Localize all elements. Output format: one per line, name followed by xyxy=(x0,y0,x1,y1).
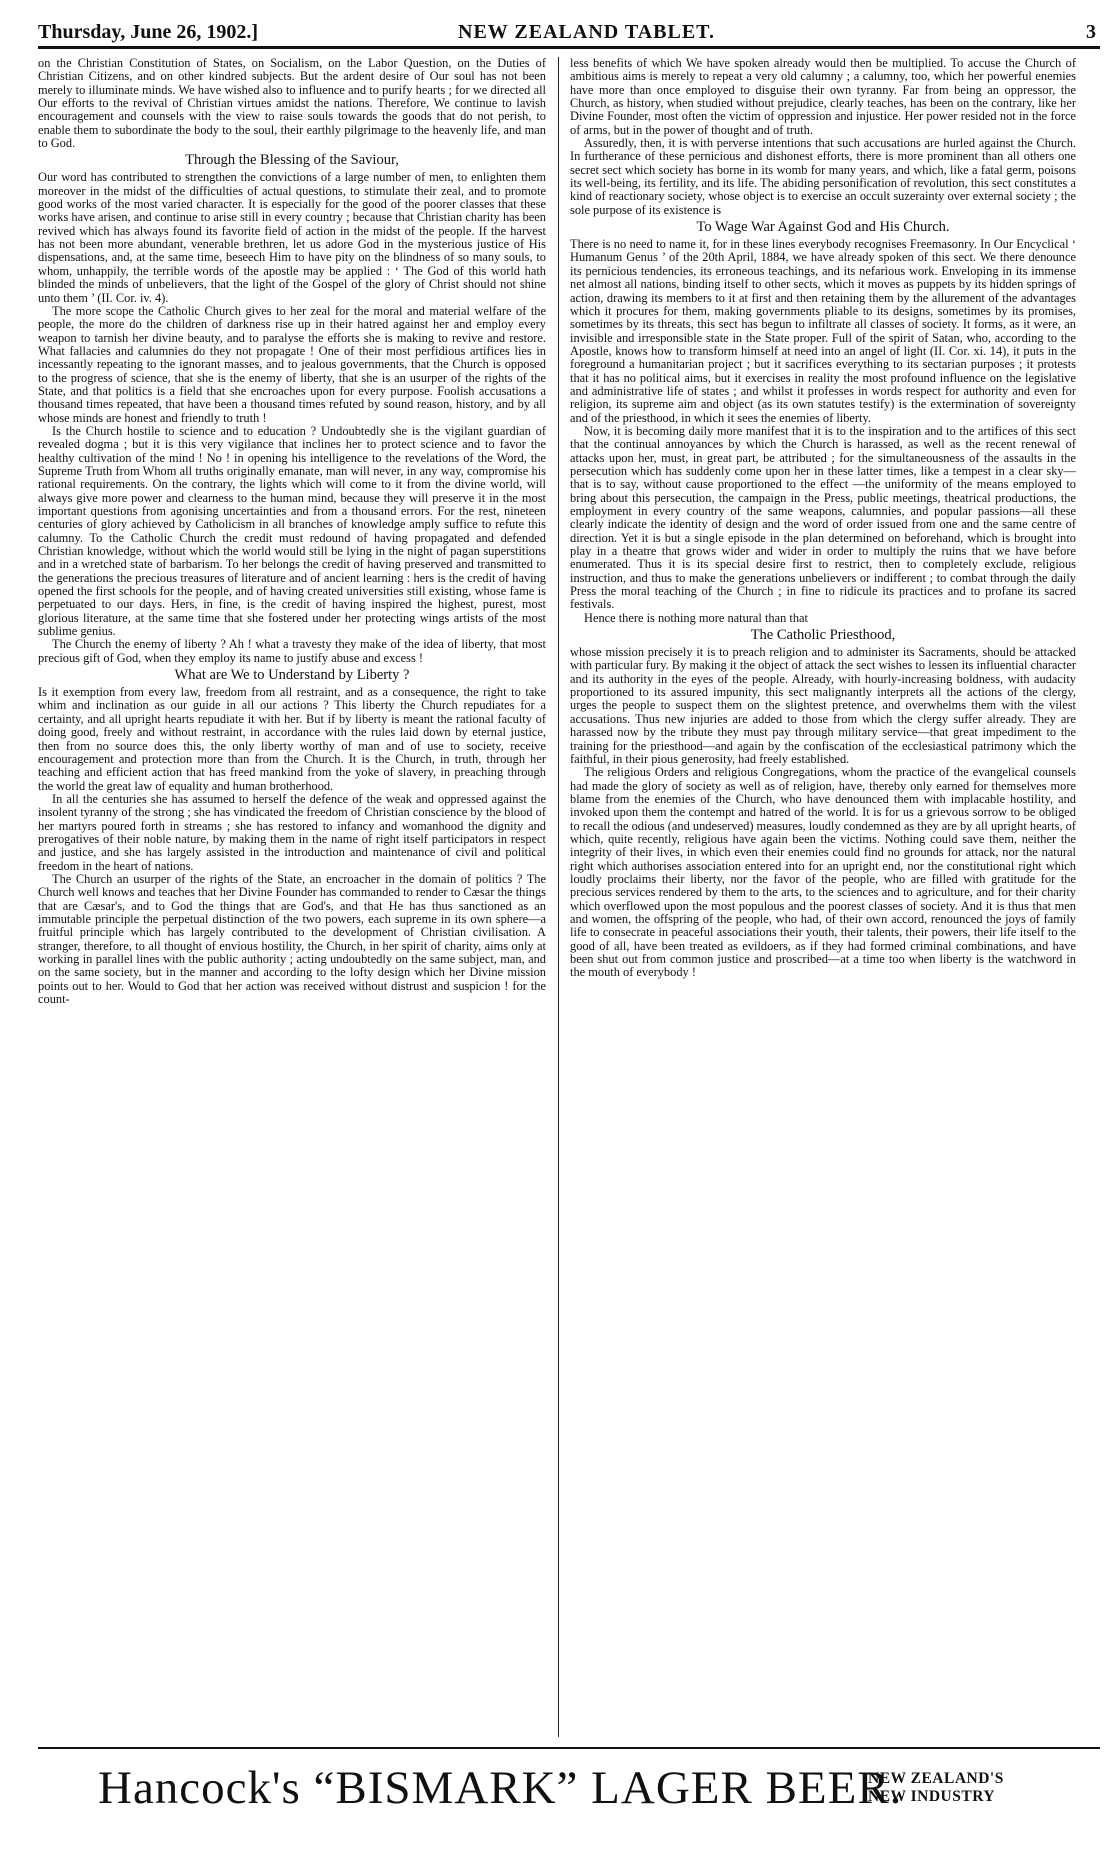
header-title: NEW ZEALAND TABLET. xyxy=(458,21,716,43)
paragraph: Hence there is nothing more natural than that xyxy=(584,610,808,625)
section-heading: To Wage War Against God and His Church. xyxy=(696,219,950,236)
paragraph: Is it exemption from every law, freedom from all restraint, and as a consequence, the right to take whim and inclination as our guide in all our actions ? This liberty the Church repudiates for a certainty, and all upright hearts repudiate it with her. But if by liberty is meant the rational faculty of doing good, freely and without restraint, in accordance with the rules laid down by eternal justice, then from no source does this, the only liberty worthy of man and of use to society, receive encouragement and protection more than from the Church. It is the Church, in truth, through her teaching and efficient action that has freed mankind from the yoke of slavery, in preaching through the world the great law of equality and human brotherhood. xyxy=(38,685,546,793)
advert-side-line: NEW ZEALAND'S xyxy=(868,1770,1004,1787)
paragraph: Our word has contributed to strengthen the convictions of a large number of men, to enlighten them moreover in the midst of the difficulties of actual questions, to stimulate their zeal, and to promote good works of the most varied character. It is especially for the good of the poorer classes that these works have arisen, and continue to arise still in every country ; because that Christian charity has been revived which has always found its favorite field of action in the midst of the people. If the harvest has not been more abundant, venerable brethren, let us adore God in the mysterious justice of His dispensations, and, at the same time, beseech Him to have pity on the blindness of so many souls, to whom, unhappily, the terrible words of the apostle may be applied : ‘ The God of this world hath blinded the minds of unbelievers, that the light of the Gospel of the glory of Christ should not shine unto them ’ (II. Cor. iv. 4). xyxy=(38,170,546,305)
column-divider xyxy=(558,57,559,1737)
paragraph: less benefits of which We have spoken already would then be multiplied. To accuse the Church of ambitious aims is merely to repeat a very old calumny ; a calumny, too, which her powerful enemies have more than once employed to disguise their own tyranny. Far from being an oppressor, the Church, as history, when studied without prejudice, clearly teaches, has been on the contrary, like her Divine Founder, most often the victim of oppression and injustice. Her power resided not in the force of arms, but in the power of thought and of truth. xyxy=(570,57,1076,137)
advert-side-line: NEW INDUSTRY xyxy=(868,1788,996,1805)
advert-rule xyxy=(38,1747,1100,1749)
paragraph: The religious Orders and religious Congregations, whom the practice of the evangelical counsels had made the glory of society as well as of religion, have, thereby only earned for themselves more blame from the enemies of the Church, who have denounced them with implacable hostility, and invoked upon them the contempt and hatred of the world. It is for us a grievous sorrow to be obliged to recall the odious (and undeserved) measures, loudly condemned as they are by all upright hearts, of which, quite recently, religious have again been the victims. Nothing could save them, neither the integrity of their lives, in which even their enemies could find no grounds for attack, nor the natural right which authorises association entered into for an upright end, nor the constitutional right which loudly proclaims their liberty, nor the favor of the people, who are filled with gratitude for the precious services rendered by them to the arts, to the sciences and to agriculture, and for their charity which overflowed upon the most populous and the poorest classes of society. And it is thus that men and women, the offspring of the people, who had, of their own accord, renounced the joys of family life to consecrate in peaceful associations their youth, their talents, their powers, their life itself to the good of all, have been treated as evildoers, as if they had formed criminal combinations, and have been shut out from common justice and proscribed—at a time too when liberty is the watchword in the mouth of everybody ! xyxy=(570,765,1076,980)
paragraph: The more scope the Catholic Church gives to her zeal for the moral and material welfare of the people, the more do the children of darkness rise up in their hatred against her and employ every weapon to tarnish her divine beauty, and to paralyse the efforts she is making to revive and restore. What fallacies and calumnies do they not propagate ! One of their most perfidious artifices lies in incessantly repeating to the ignorant masses, and to jealous governments, that the Church is opposed to the progress of science, that she is the enemy of liberty, that she is an usurper of the rights of the State, and that politics is a field that she encroaches upon for every purpose. Foolish accusations a thousand times repeated, that have been a thousand times refuted by sound reason, history, and by all whose minds are honest and friendly to truth ! xyxy=(38,303,546,425)
right-column xyxy=(570,57,1076,1739)
paragraph: There is no need to name it, for in these lines everybody recognises Freemasonry. In Our Encyclical ‘ Humanum Genus ’ of the 20th April, 1884, we have already spoken of this sect. We there denounce its pernicious tendencies, its erroneous teachings, and its nefarious work. Enveloping in its immense net almost all nations, binding itself to other sects, which it moves as puppets by its hidden springs of action, drawing its members to it at first and then retaining them by the allurement of the advantages which it procures for them, making governments pliable to its designs, sometimes by its promises, sometimes by its threats, this sect has begun to infiltrate all classes of society. It forms, as it were, an invisible and irresponsible state in the State proper. Full of the spirit of Satan, who, according to the Apostle, knows how to transform himself at need into an angel of light (II. Cor. xi. 14), it puts in the foreground a humanitarian project ; but it sacrifices everything to its sectarian purposes ; it protests that it has no political aims, but it exercises in reality the most profound influence on the legislative and administrative life of states ; and whilst it professes in words respect for authority and even for religion, its supreme aim and object (as its own statutes testify) is the extermination of sovereignty and of the priesthood, in which it sees the enemies of liberty. xyxy=(570,237,1076,425)
section-heading: What are We to Understand by Liberty ? xyxy=(174,667,410,684)
paragraph: The Church an usurper of the rights of the State, an encroacher in the domain of politics ? The Church well knows and teaches that her Divine Founder has commanded to render to Cæsar the things that are Cæsar's, and to God the things that are God's, and that He has thus sanctioned as an immutable principle the perpetual distinction of the two powers, each supreme in its own sphere—a fruitful principle which has largely contributed to the development of Christian civilisation. A stranger, therefore, to all thought of envious hostility, the Church, in her spirit of charity, aims only at working in parallel lines with the public authority ; acting undoubtedly on the same subject, man, and on the same society, but in the manner and according to the lofty design which her Divine mission points out to her. Would to God that her action was received without distrust and suspicion ! for the count- xyxy=(38,871,546,1007)
paragraph: whose mission precisely it is to preach religion and to administer its Sacraments, should be attacked with particular fury. By making it the object of attack the sect wishes to lessen its influential character and its authority in the eyes of the people. Already, with hourly-increasing boldness, with audacity proportioned to its assured impunity, this sect malignantly interprets all the actions of the clergy, urges the people to suspect them on the slightest pretence, and overwhelms them with the vilest accusations. Thus new injuries are added to those from which the clergy suffer already. They are harassed now by the tribute they must pay through military service—that great impediment to the training for the priesthood—and again by the confiscation of the ecclesiastical patrimony which the faithful, in their pious generosity, had freely established. xyxy=(570,645,1076,766)
section-heading: Through the Blessing of the Saviour, xyxy=(185,152,399,169)
left-column xyxy=(38,57,546,1739)
page-header xyxy=(38,20,1100,49)
section-heading: The Catholic Priesthood, xyxy=(750,627,896,644)
paragraph: In all the centuries she has assumed to herself the defence of the weak and oppressed against the insolent tyranny of the strong ; she has vindicated the freedom of Christian conscience by the blood of her martyrs poured forth in streams ; she has restored to infancy and womanhood the dignity and prerogatives of their noble nature, by making them in the name of right itself participators in respect and justice, and she has largely assisted in the introduction and maintenance of civil and political freedom in the heart of nations. xyxy=(38,791,546,873)
paragraph: Now, it is becoming daily more manifest that it is to the inspiration and to the artifices of this sect that the continual annoyances by which the Church is harassed, as well as the recent renewal of attacks upon her, must, in great part, be attributed ; for the simultaneousness of the assaults in the persecution which has suddenly come upon her in these latter times, like a tempest in a clear sky—that is to say, without cause proportioned to the effect —the uniformity of the means employed to bring about this persecution, the campaign in the Press, public meetings, theatrical productions, the employment in every country of the same weapons, calumnies, and popular passions—all these clearly indicate the identity of design and the word of order issued from one and the same centre of direction. Yet it is but a single episode in the plan determined on beforehand, which is brought into play in a theatre that grows wider and wider in order to multiply the ruins that we have before enumerated. Thus it is its special desire first to restrict, then to completely exclude, religious instruction, and thus to make the generations unbelievers or indifferent ; to combat through the daily Press the moral teaching of the Church ; in fine to ridicule its practices and to profane its sacred festivals. xyxy=(570,423,1076,612)
advert-title: Hancock's “BISMARK” LAGER BEER. xyxy=(98,1762,903,1814)
advert-side-text xyxy=(868,1770,1004,1806)
paragraph: Is the Church hostile to science and to education ? Undoubtedly she is the vigilant guardian of revealed dogma ; but it is this very vigilance that inclines her to protect science and to favor the healthy cultivation of the mind ! No ! in opening his intelligence to the revelations of the Word, the Supreme Truth from Whom all truths originally emanate, man will never, in any way, compromise his rational requirements. On the contrary, the lights which will come to it from the divine world, will always give more power and clearness to the human mind, because they will preserve it in the most important questions from agonising uncertainties and from a thousand errors. For the rest, nineteen centuries of glory achieved by Catholicism in all branches of knowledge amply suffice to refute this calumny. To the Catholic Church the credit must redound of having propagated and defended Christian knowledge, without which the world would still be lying in the night of pagan superstitions and in a wretched state of barbarism. To her belongs the credit of having preserved and transmitted to the generations the precious treasures of literature and of ancient learning : hers is the credit of having opened the first schools for the people, and of having created universities still existing, whose fame is perpetuated to our days. Hers, in fine, is the credit of having inspired the highest, purest, most glorious literature, at the same time that she fostered under her protecting wings artists of the most sublime genius. xyxy=(38,423,546,639)
paragraph: The Church the enemy of liberty ? Ah ! what a travesty they make of the idea of liberty, that most precious gift of God, when they employ its name to justify abuse and excess ! xyxy=(38,637,546,665)
paragraph: on the Christian Constitution of States, on Socialism, on the Labor Question, on the Duties of Christian Citizens, and on other kindred subjects. But the ardent desire of Our soul has not been merely to illuminate minds. We have wished also to influence and to purify hearts ; for we directed all Our efforts to the revival of Christian virtues amidst the nations. Therefore, We continue to lavish encouragement and counsels with the view to raise souls towards the goods that do not perish, to enable them to subordinate the body to the soul, their earthly pilgrimage to the heavenly life, and man to God. xyxy=(38,57,546,151)
header-date: Thursday, June 26, 1902.] xyxy=(38,21,259,43)
paragraph: Assuredly, then, it is with perverse intentions that such accusations are hurled against the Church. In furtherance of these pernicious and dishonest efforts, there is more prominent than all others one secret sect which society has borne in its womb for many years, and which, like a fatal germ, poisons its well-being, its fertility, and its life. The abiding personification of revolution, this sect constitutes a kind of reactionary society, whose object is to exercise an occult suzerainty over external society ; the sole purpose of its existence is xyxy=(570,136,1076,217)
header-page-number: 3 xyxy=(1086,21,1096,43)
